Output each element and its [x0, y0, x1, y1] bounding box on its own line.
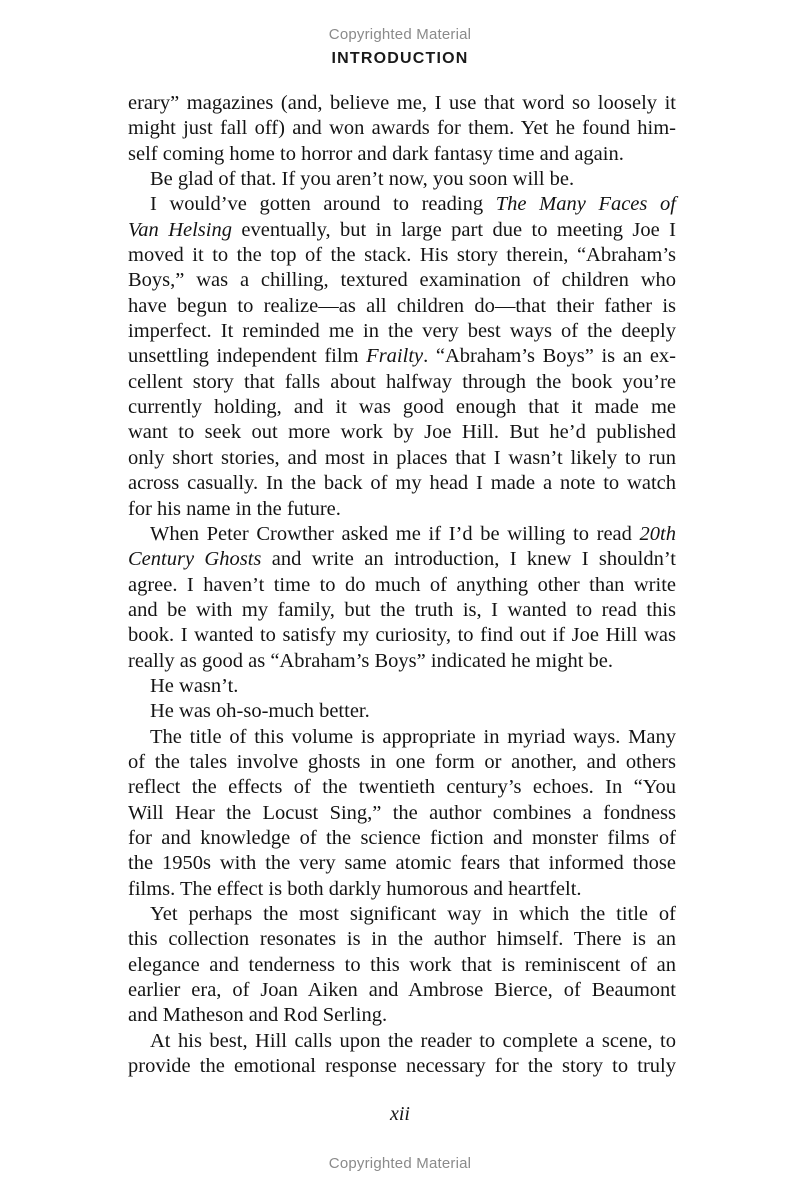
text-line: have begun to realize—as all children do—that their father is: [128, 294, 676, 317]
text-line: Be glad of that. If you aren’t now, you soon will be.: [150, 168, 575, 191]
text-line: erary” magazines (and, believe me, I use that word so loosely it: [128, 92, 676, 114]
text-line: elegance and tenderness to this work that is reminiscent of an: [128, 953, 676, 976]
text-line: this collection resonates is in the author himself. There is an: [128, 928, 676, 951]
text-line: and be with my family, but the truth is, I wanted to read this: [128, 598, 676, 621]
text-line: At his best, Hill calls upon the reader to complete a scene, to: [150, 1029, 676, 1052]
text-line: When Peter Crowther asked me if I’d be willing to read 20th: [150, 522, 676, 545]
text-line: currently holding, and it was good enough that it made me: [128, 396, 676, 419]
text-line: imperfect. It reminded me in the very best ways of the deeply: [128, 320, 676, 343]
text-line: for his name in the future.: [128, 497, 341, 520]
text-line: earlier era, of Joan Aiken and Ambrose Bierce, of Beaumont: [128, 979, 676, 1002]
text-line: book. I wanted to satisfy my curiosity, to find out if Joe Hill was: [128, 624, 676, 647]
text-line: might just fall off) and won awards for them. Yet he found him-: [128, 117, 676, 140]
text-line: Century Ghosts and write an introduction, I knew I shouldn’t: [128, 548, 676, 571]
text-line: films. The effect is both darkly humorous and heartfelt.: [128, 877, 582, 900]
text-line: for and knowledge of the science fiction and monster films of: [128, 826, 676, 849]
page-number: xii: [390, 1103, 410, 1125]
watermark-bottom: Copyrighted Material: [328, 1155, 472, 1172]
text-line: the 1950s with the very same atomic fears that informed those: [128, 852, 676, 875]
text-line: agree. I haven’t time to do much of anything other than write: [128, 573, 676, 596]
text-line: He wasn’t.: [150, 674, 239, 697]
text-line: The title of this volume is appropriate in myriad ways. Many: [150, 725, 676, 748]
text-line: Van Helsing eventually, but in large part due to meeting Joe I: [128, 218, 676, 241]
text-line: I would’ve gotten around to reading The Many Faces of: [150, 193, 676, 216]
body-text: [128, 91, 676, 1079]
text-line: Boys,” was a chilling, textured examination of children who: [128, 269, 676, 292]
text-line: only short stories, and most in places that I wasn’t likely to run: [128, 446, 676, 469]
text-line: of the tales involve ghosts in one form or another, and others: [128, 750, 676, 773]
watermark-top: Copyrighted Material: [328, 26, 472, 43]
text-line: cellent story that falls about halfway through the book you’re: [128, 370, 676, 393]
text-line: really as good as “Abraham’s Boys” indicated he might be.: [128, 649, 614, 672]
text-line: reflect the effects of the twentieth century’s echoes. In “You: [128, 776, 676, 799]
text-line: moved it to the top of the stack. His story therein, “Abraham’s: [128, 244, 676, 267]
text-line: unsettling independent film Frailty. “Abraham’s Boys” is an ex-: [128, 345, 676, 368]
text-line: Will Hear the Locust Sing,” the author combines a fondness: [128, 801, 676, 824]
text-line: Yet perhaps the most significant way in which the title of: [150, 903, 676, 925]
text-line: across casually. In the back of my head I made a note to watch: [128, 472, 676, 495]
text-line: want to seek out more work by Joe Hill. But he’d published: [128, 421, 676, 444]
text-line: provide the emotional response necessary for the story to truly: [128, 1055, 676, 1078]
running-head: INTRODUCTION: [331, 50, 469, 67]
text-line: self coming home to horror and dark fantasy time and again.: [128, 142, 624, 165]
text-line: and Matheson and Rod Serling.: [128, 1004, 388, 1027]
text-line: He was oh-so-much better.: [150, 700, 370, 723]
